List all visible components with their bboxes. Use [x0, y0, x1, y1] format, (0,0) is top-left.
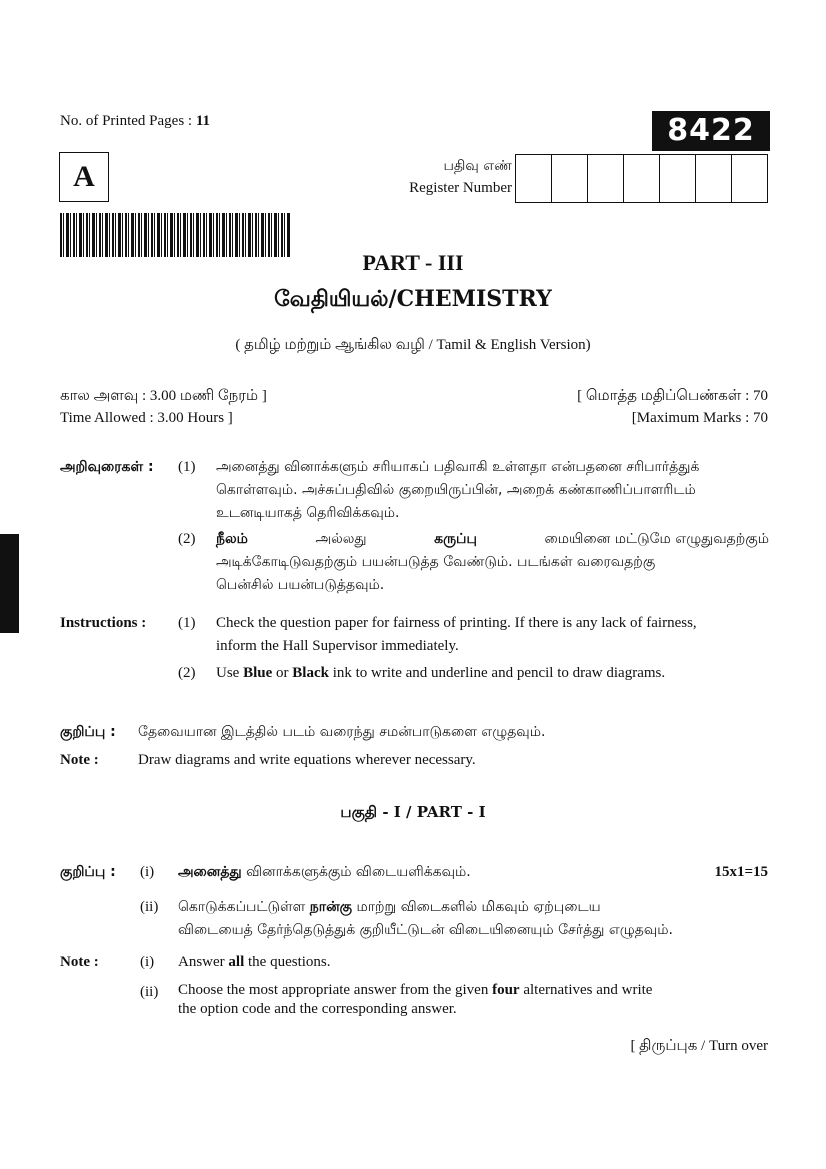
instruction-line: Check the question paper for fairness of printing. If there is any lack of fairness, [216, 615, 697, 631]
instruction-line: கொள்ளவும். அச்சுப்பதிவில் குறையிருப்பின், அறைக் கண்காணிப்பாளரிடம் [216, 482, 696, 498]
part-one-ta-num-ii: (ii) [140, 899, 159, 915]
instructions-tamil-label: அறிவுரைகள் : [60, 459, 154, 475]
instruction-line: அடிக்கோடிடுவதற்கும் பயன்படுத்த வேண்டும். படங்கள் வரைவதற்கு [216, 554, 656, 570]
register-cell[interactable] [732, 155, 767, 202]
black-word: Black [292, 665, 329, 681]
printed-pages [60, 113, 210, 130]
text-fragment: ink to write and underline and pencil to draw diagrams. [328, 665, 666, 681]
text-fragment: the questions. [244, 954, 331, 970]
side-marker [0, 534, 19, 633]
instruction-line: உடனடியாகத் தெரிவிக்கவும். [216, 505, 400, 521]
text-fragment: or [272, 665, 293, 681]
instruction-rest: மையினை மட்டுமே எழுதுவதற்கும் [544, 531, 769, 547]
subject-title: வேதியியல்/CHEMISTRY [274, 286, 552, 312]
text-fragment: கொடுக்கப்பட்டுள்ள [178, 899, 310, 915]
time-allowed-tamil: கால அளவு : 3.00 மணி நேரம் ] [60, 388, 267, 404]
register-cell[interactable] [588, 155, 624, 202]
note-english-label: Note : [60, 752, 99, 768]
part-one-ta-item-ii [178, 896, 730, 942]
blue-word: Blue [243, 665, 273, 681]
paper-code: 8422 [652, 111, 770, 151]
text-fragment: மாற்று விடைகளில் மிகவும் ஏற்புடைய [352, 899, 601, 915]
text-fragment: Use [216, 665, 244, 681]
part-one-ta-num-i: (i) [140, 864, 155, 880]
part-one-en-num-ii: (ii) [140, 984, 159, 1000]
turn-over: [ திருப்புக / Turn over [630, 1038, 768, 1054]
instruction-line [178, 896, 730, 919]
part-one-ta-item-i [178, 861, 471, 884]
instructions-english-label: Instructions : [60, 615, 147, 631]
all-word: அனைத்து [178, 864, 242, 880]
max-marks-tamil: [ மொத்த மதிப்பெண்கள் : 70 [577, 388, 768, 404]
all-word: all [228, 954, 245, 970]
note-tamil-label: குறிப்பு : [60, 724, 116, 740]
instruction-line: விடையைத் தேர்ந்தெடுத்துக் குறியீட்டுடன் விடையினையும் சேர்த்து எழுதவும். [178, 922, 673, 938]
instruction-line: அனைத்து வினாக்களும் சரியாகப் பதிவாகி உள்ளதா என்பதனை சரிபார்த்துக் [216, 459, 700, 475]
part-one-en-item-ii [178, 981, 733, 1019]
instruction-line: பென்சில் பயன்படுத்தவும். [216, 577, 385, 593]
note-tamil-text: தேவையான இடத்தில் படம் வரைந்து சமன்பாடுகளை எழுதவும். [138, 724, 546, 740]
printed-pages-value: 11 [195, 113, 211, 129]
or-word: அல்லது [315, 531, 367, 547]
instruction-line [216, 528, 769, 551]
instruction-line: the option code and the corresponding answer. [178, 1001, 457, 1017]
time-allowed-english: Time Allowed : 3.00 Hours ] [60, 410, 233, 426]
printed-pages-label: No. of Printed Pages : [60, 113, 196, 129]
instruction-line [178, 981, 733, 1000]
register-cell[interactable] [516, 155, 552, 202]
register-cell[interactable] [552, 155, 588, 202]
register-cell[interactable] [660, 155, 696, 202]
register-cell[interactable] [624, 155, 660, 202]
register-label-tamil: பதிவு எண் [443, 158, 512, 174]
version-line: ( தமிழ் மற்றும் ஆங்கில வழி / Tamil & English Version) [235, 337, 591, 353]
instructions-tamil-num-2: (2) [178, 531, 196, 547]
instructions-english-item-2 [216, 662, 772, 685]
four-word: நான்கு [309, 899, 352, 915]
part-one-note-english-label: Note : [60, 954, 99, 970]
text-fragment: வினாக்களுக்கும் விடையளிக்கவும். [241, 864, 471, 880]
text-fragment: Answer [178, 954, 229, 970]
instructions-english-num-1: (1) [178, 615, 196, 631]
instruction-line: inform the Hall Supervisor immediately. [216, 638, 459, 654]
four-word: four [492, 982, 520, 998]
instructions-english-num-2: (2) [178, 665, 196, 681]
instructions-tamil-item-2 [216, 528, 769, 597]
part-one-en-num-i: (i) [140, 954, 155, 970]
instructions-tamil-item-1 [216, 456, 769, 525]
part-one-title: பகுதி - I / PART - I [340, 803, 486, 821]
instructions-tamil-num-1: (1) [178, 459, 196, 475]
register-label-english: Register Number [409, 180, 512, 196]
part-one-en-item-i [178, 951, 331, 974]
note-english-text: Draw diagrams and write equations wherever necessary. [138, 752, 476, 768]
part-title: PART - III [362, 250, 464, 275]
register-cell[interactable] [696, 155, 732, 202]
blue-word: நீலம் [216, 531, 248, 547]
register-number-grid[interactable] [515, 154, 768, 203]
text-fragment: Choose the most appropriate answer from the given [178, 982, 493, 998]
instructions-english-item-1 [216, 612, 772, 658]
text-fragment: alternatives and write [519, 982, 653, 998]
max-marks-english: [Maximum Marks : 70 [631, 410, 768, 426]
part-one-note-tamil-label: குறிப்பு : [60, 864, 116, 880]
part-one-marks: 15x1=15 [714, 864, 768, 880]
version-letter-box: A [59, 152, 109, 202]
black-word: கருப்பு [434, 531, 477, 547]
